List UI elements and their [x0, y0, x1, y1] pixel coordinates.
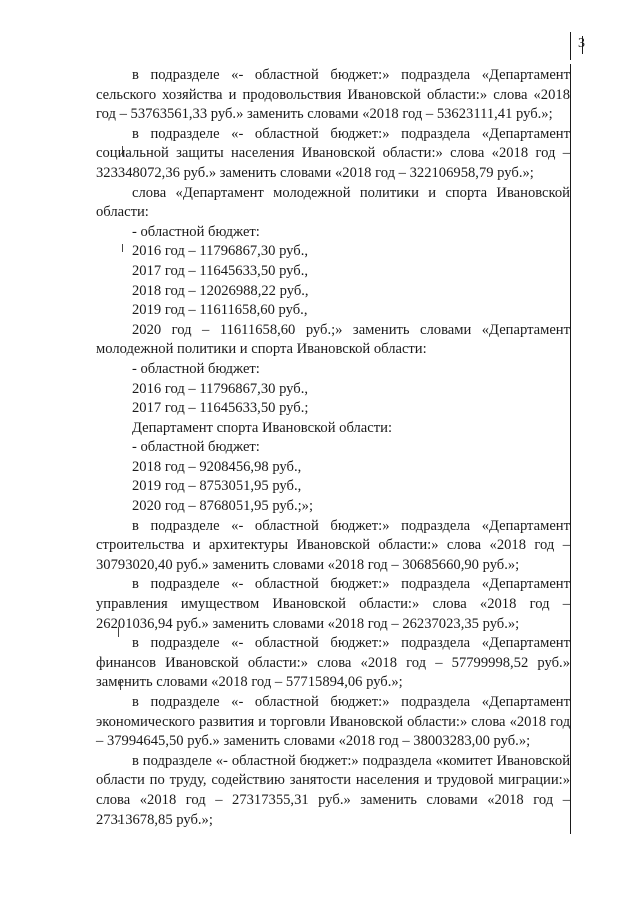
paragraph: в подразделе «- областной бюджет:» подраздела «Департамент управления имуществом Ивановской области:» слова «2018 год – 26201036,94 руб.» заменить словами «2018 год – 26237023,35 руб.»;: [96, 576, 570, 632]
document-body: [96, 66, 570, 830]
list-line: 2016 год – 11796867,30 руб.,: [132, 243, 309, 260]
list-line: - областной бюджет:: [132, 439, 260, 456]
paragraph: в подразделе «- областной бюджет:» подраздела «комитет Ивановской области по труду, содействию занятости населения и трудовой миграции:» слова «2018 год – 27317355,31 руб.» заменить словами «2018 год – 27313678,85 руб.»;: [96, 752, 570, 828]
paragraph: в подразделе «- областной бюджет:» подраздела «Департамент строительства и архитектуры Ивановской области:» слова «2018 год – 30793020,40 руб.» заменить словами «2018 год – 30685660,90 руб.»;: [96, 517, 570, 573]
list-line: 2017 год – 11645633,50 руб.;: [132, 400, 309, 417]
paragraph: в подразделе «- областной бюджет:» подраздела «Департамент экономического развития и торговли Ивановской области:» слова «2018 год – 37994645,50 руб.» заменить словами «2018 год – 38003283,00 руб.»;: [96, 694, 570, 750]
page-number: 3: [578, 36, 585, 51]
list-line: 2018 год – 12026988,22 руб.,: [132, 282, 309, 299]
margin-rule-top: [570, 32, 571, 60]
margin-rule: [570, 64, 571, 834]
paragraph: в подразделе «- областной бюджет:» подраздела «Департамент финансов Ивановской области:» слова «2018 год – 57799998,52 руб.» заменить словами «2018 год – 57715894,06 руб.»;: [96, 635, 570, 691]
list-line: 2019 год – 8753051,95 руб.,: [132, 478, 302, 495]
list-line: 2020 год – 8768051,95 руб.;»;: [132, 498, 314, 515]
list-line: - областной бюджет:: [132, 223, 260, 240]
list-line: 2017 год – 11645633,50 руб.,: [132, 262, 309, 279]
paragraph: в подразделе «- областной бюджет:» подраздела «Департамент сельского хозяйства и продовольствия Ивановской области:» слова «2018 год – 53763561,33 руб.» заменить словами «2018 год – 53623111,41 руб.»;: [96, 67, 570, 123]
paragraph: в подразделе «- областной бюджет:» подраздела «Департамент социальной защиты населения Ивановской области:» слова «2018 год – 323348072,36 руб.» заменить словами «2018 год – 322106958,79 руб.»;: [96, 125, 570, 181]
list-line: 2018 год – 9208456,98 руб.,: [132, 458, 302, 475]
paragraph: слова «Департамент молодежной политики и спорта Ивановской области:: [96, 184, 570, 221]
paragraph: 2020 год – 11611658,60 руб.;» заменить словами «Департамент молодежной политики и спорта Ивановской области:: [96, 321, 570, 358]
list-line: - областной бюджет:: [132, 360, 260, 377]
list-line: 2019 год – 11611658,60 руб.,: [132, 302, 308, 319]
list-line: 2016 год – 11796867,30 руб.,: [132, 380, 309, 397]
list-line: Департамент спорта Ивановской области:: [132, 419, 393, 436]
